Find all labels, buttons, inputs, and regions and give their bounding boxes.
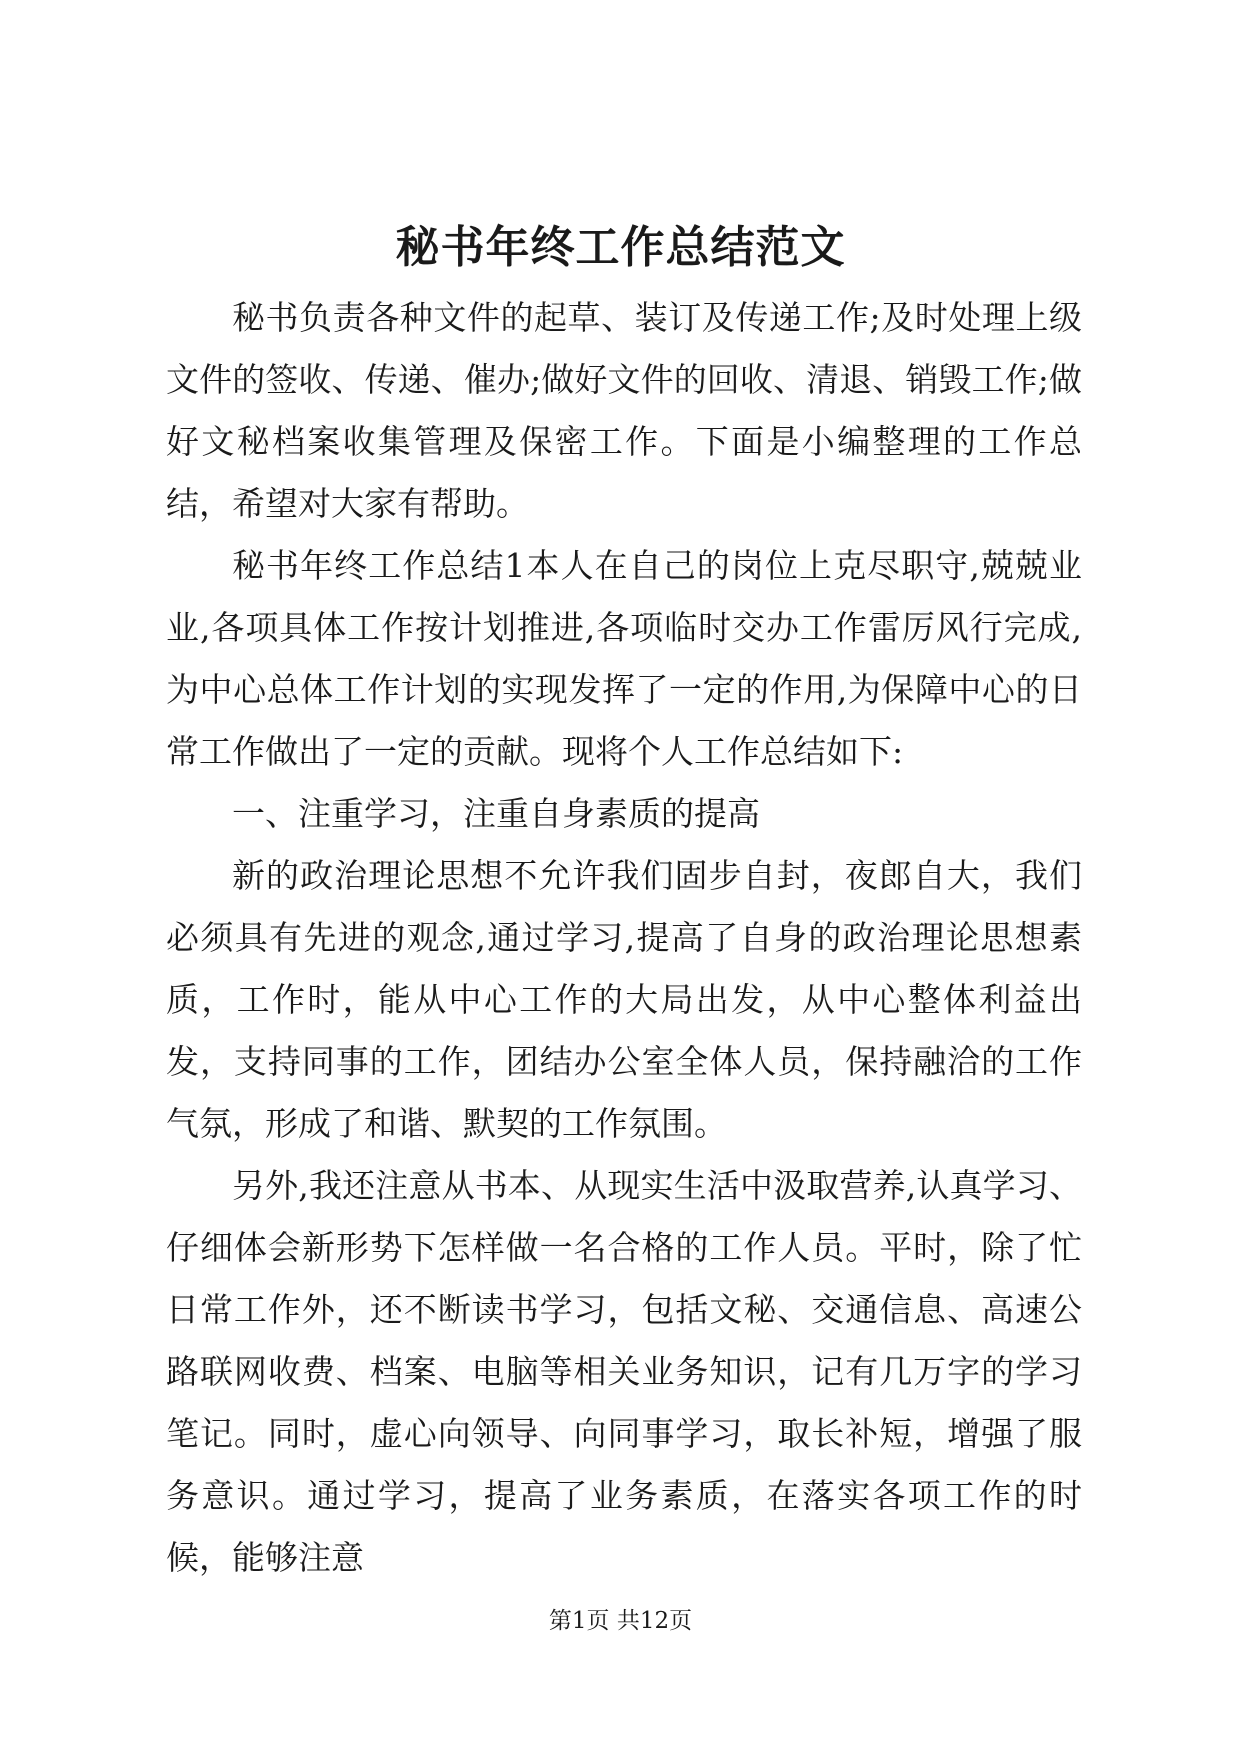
paragraph-study: 新的政治理论思想不允许我们固步自封，夜郎自大，我们必须具有先进的观念,通过学习,提高了自身的政治理论思想素质，工作时，能从中心工作的大局出发，从中心整体利益出发，支持同事的工作，团结办公室全体人员，保持融洽的工作气氛，形成了和谐、默契的工作氛围。	[166, 856, 1082, 1143]
document-title: 秘书年终工作总结范文	[395, 222, 846, 273]
page-number-footer: 第1页 共12页	[548, 1608, 693, 1634]
paragraph-additional: 另外,我还注意从书本、从现实生活中汲取营养,认真学习、仔细体会新形势下怎样做一名合格的工作人员。平时，除了忙日常工作外，还不断读书学习，包括文秘、交通信息、高速公路联网收费、档案、电脑等相关业务知识，记有几万字的学习笔记。同时，虚心向领导、向同事学习，取长补短，增强了服务意识。通过学习，提高了业务素质，在落实各项工作的时候，能够注意	[166, 1166, 1082, 1577]
document-body	[166, 287, 1082, 1589]
paragraph-summary-1: 秘书年终工作总结1本人在自己的岗位上克尽职守,兢兢业业,各项具体工作按计划推进,各项临时交办工作雷厉风行完成,为中心总体工作计划的实现发挥了一定的作用,为保障中心的日常工作做出了一定的贡献。现将个人工作总结如下:	[166, 546, 1082, 771]
section-heading-1: 一、注重学习，注重自身素质的提高	[232, 794, 760, 833]
paragraph-intro: 秘书负责各种文件的起草、装订及传递工作;及时处理上级文件的签收、传递、催办;做好文件的回收、清退、销毁工作;做好文秘档案收集管理及保密工作。下面是小编整理的工作总结，希望对大家有帮助。	[166, 298, 1082, 523]
